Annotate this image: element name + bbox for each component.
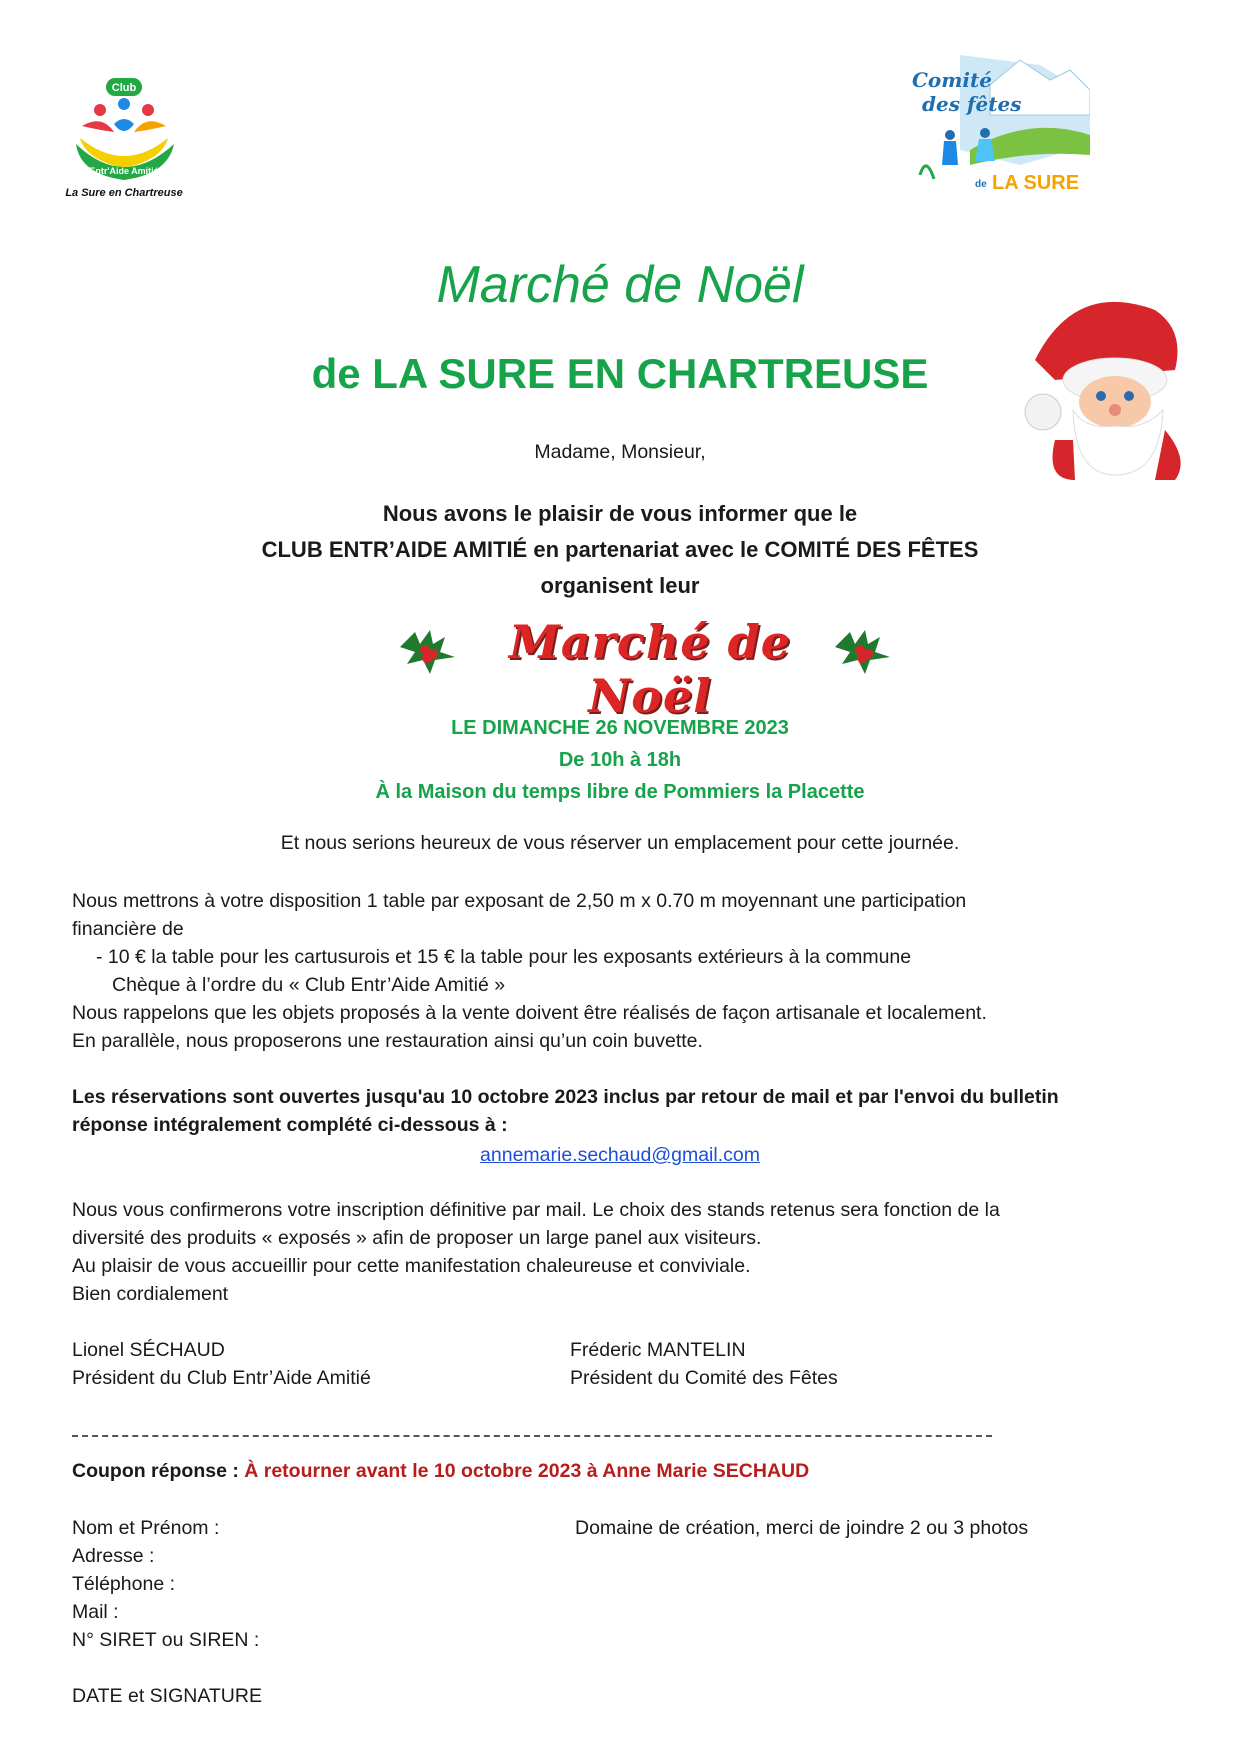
- page-subtitle: de LA SURE EN CHARTREUSE: [311, 350, 929, 397]
- email-wrapper: [0, 1141, 1240, 1169]
- field-nom-prenom: Nom et Prénom :: [72, 1517, 220, 1539]
- greeting: Madame, Monsieur,: [534, 441, 706, 463]
- reservation-line-2: réponse intégralement complété ci-dessous à :: [72, 1114, 508, 1136]
- field-domaine-creation: Domaine de création, merci de joindre 2 ou 3 photos: [575, 1517, 1029, 1539]
- coupon-fields: [72, 1514, 259, 1654]
- cheque-line: Chèque à l’ordre du « Club Entr’Aide Amitié »: [112, 974, 506, 996]
- event-date: LE DIMANCHE 26 NOVEMBRE 2023: [451, 717, 789, 739]
- cut-line-divider: [72, 1435, 992, 1437]
- comite-logo-prefix: de: [975, 179, 987, 190]
- signature-left-name: Lionel SÉCHAUD: [72, 1339, 225, 1361]
- comite-logo-line3: LA SURE: [992, 172, 1080, 194]
- coupon-label: Coupon réponse :: [72, 1460, 239, 1482]
- artisanal-line: Nous rappelons que les objets proposés à la vente doivent être réalisés de façon artisanale et localement.: [72, 1002, 987, 1024]
- club-logo-top-text: Club: [111, 82, 137, 94]
- event-place: À la Maison du temps libre de Pommiers la Placette: [375, 781, 865, 803]
- reservation-block: [72, 1083, 1172, 1139]
- signature-right-name: Fréderic MANTELIN: [570, 1339, 746, 1361]
- participation-line-1: Nous mettrons à votre disposition 1 table par exposant de 2,50 m x 0.70 m moyennant une participation: [72, 890, 967, 912]
- club-entraide-logo: [62, 78, 192, 200]
- club-logo-ring-text: Entr'Aide Amitié: [89, 166, 159, 176]
- signature-right: [570, 1336, 838, 1392]
- intro-line-2: CLUB ENTR’AIDE AMITIÉ en partenariat avec le COMITÉ DES FÊTES: [261, 537, 979, 562]
- coupon-instruction: À retourner avant le 10 octobre 2023 à Anne Marie SECHAUD: [244, 1460, 810, 1482]
- holly-icon: [395, 612, 465, 682]
- intro-line-3: organisent leur: [540, 573, 700, 598]
- intro-line-1: Nous avons le plaisir de vous informer que le: [382, 501, 858, 526]
- event-details: [0, 712, 1240, 808]
- comite-logo-line2: des fêtes: [922, 92, 1022, 116]
- closing-line-4: Bien cordialement: [72, 1283, 229, 1305]
- holly-icon: [830, 612, 900, 682]
- signature-right-role: Président du Comité des Fêtes: [570, 1367, 838, 1389]
- participation-block: [72, 887, 1172, 1055]
- page-title: Marché de Noël: [436, 256, 804, 314]
- comite-des-fetes-logo: [900, 55, 1090, 195]
- club-logo-caption: La Sure en Chartreuse: [65, 187, 183, 199]
- field-mail: Mail :: [72, 1601, 119, 1623]
- invite-text: Et nous serions heureux de vous réserver un emplacement pour cette journée.: [280, 832, 960, 854]
- field-adresse: Adresse :: [72, 1545, 155, 1567]
- signature-left: [72, 1336, 371, 1392]
- marche-de-noel-banner: Marché de Noël: [508, 615, 792, 723]
- comite-logo-line1: Comité: [912, 68, 992, 92]
- participation-line-2: financière de: [72, 918, 184, 940]
- field-telephone: Téléphone :: [72, 1573, 175, 1595]
- closing-line-1: Nous vous confirmerons votre inscription définitive par mail. Le choix des stands retenus sera fonction de la: [72, 1199, 1000, 1221]
- coupon-header: [72, 1457, 1172, 1485]
- restauration-line: En parallèle, nous proposerons une restauration ainsi qu’un coin buvette.: [72, 1030, 703, 1052]
- price-bullet: - 10 € la table pour les cartusurois et 15 € la table pour les exposants extérieurs à la commune: [96, 946, 912, 968]
- field-date-signature: DATE et SIGNATURE: [72, 1685, 262, 1707]
- signature-left-role: Président du Club Entr’Aide Amitié: [72, 1367, 371, 1389]
- closing-line-3: Au plaisir de vous accueillir pour cette manifestation chaleureuse et conviviale.: [72, 1255, 751, 1277]
- contact-email-link[interactable]: annemarie.sechaud@gmail.com: [480, 1144, 760, 1166]
- closing-line-2: diversité des produits « exposés » afin de proposer un large panel aux visiteurs.: [72, 1227, 762, 1249]
- field-siret: N° SIRET ou SIREN :: [72, 1629, 260, 1651]
- closing-block: [72, 1196, 1172, 1308]
- intro-block: [0, 496, 1240, 604]
- reservation-line-1: Les réservations sont ouvertes jusqu'au 10 octobre 2023 inclus par retour de mail et par l'envoi du bulletin: [72, 1086, 1059, 1108]
- event-hours: De 10h à 18h: [558, 749, 682, 771]
